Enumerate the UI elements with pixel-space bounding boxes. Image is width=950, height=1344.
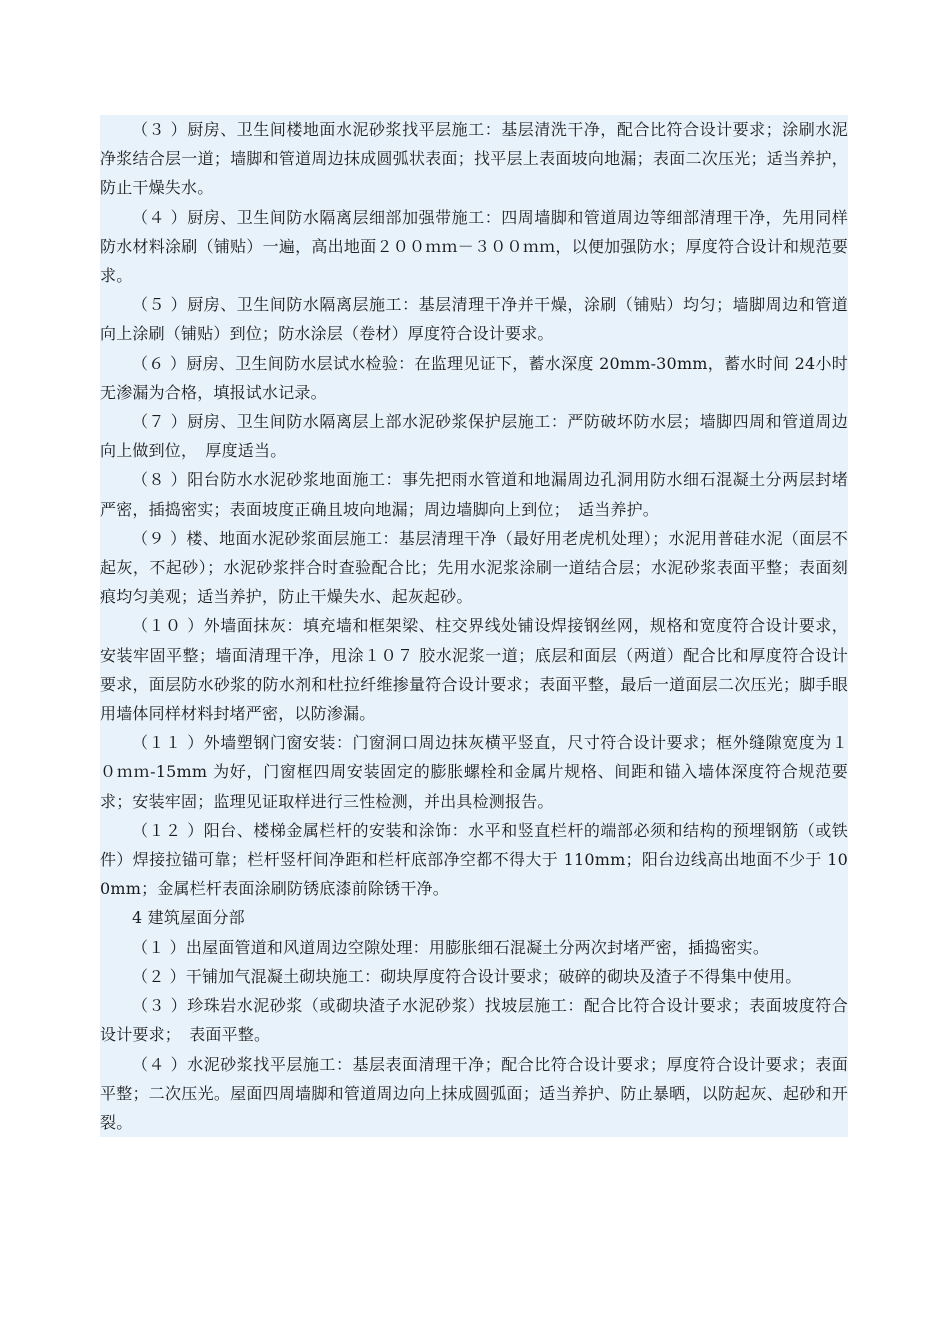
paragraph-railing: （１２ ）阳台、楼梯金属栏杆的安装和涂饰：水平和竖直栏杆的端部必须和结构的预埋钢筋（或铁件）焊接拉锚可靠；栏杆竖杆间净距和栏杆底部净空都不得大于 110mm；阳台边线高出地面不少于 100mm；金属栏杆表面涂刷防锈底漆前除锈干净。 — [100, 820, 848, 899]
paragraph-balcony-floor: （８ ）阳台防水水泥砂浆地面施工：事先把雨水管道和地漏周边孔洞用防水细石混凝土分两层封堵严密，插捣密实；表面坡度正确且坡向地漏；周边墙脚向上到位； 适当养护。 — [100, 470, 848, 519]
paragraph-exterior-plaster: （１０ ）外墙面抹灰：填充墙和框架梁、柱交界线处铺设焊接钢丝网，规格和宽度符合设计要求，安装牢固平整；墙面清理干净，甩涂１０７ 胶水泥浆一道；底层和面层（两道）配合比和厚度符合设计要求，面层防水砂浆的防水剂和杜拉纤维掺量符合设计要求；表面平整，最后一道面层二次压光；脚手眼用墙体同样材料封堵严密，以防渗漏。 — [100, 616, 848, 724]
paragraph-waterproof-reinforcement: （４ ）厨房、卫生间防水隔离层细部加强带施工：四周墙脚和管道周边等细部清理干净，先用同样防水材料涂刷（铺贴）一遍，高出地面２００ｍｍ－３００ｍｍ，以便加强防水；厚度符合设计和规范要求。 — [100, 207, 848, 286]
paragraph-roof-screed: （４ ）水泥砂浆找平层施工：基层表面清理干净；配合比符合设计要求；厚度符合设计要求；表面平整；二次压光。屋面四周墙脚和管道周边向上抹成圆弧面；适当养护、防止暴晒，以防起灰、起砂和开裂。 — [100, 1054, 848, 1132]
paragraph-roof-pipes: （１ ）出屋面管道和风道周边空隙处理：用膨胀细石混凝土分两次封堵严密，插捣密实。 — [132, 937, 770, 957]
paragraph-floor-surface: （９ ）楼、地面水泥砂浆面层施工：基层清理干净（最好用老虎机处理）；水泥用普硅水泥（面层不起灰，不起砂）；水泥砂浆拌合时查验配合比；先用水泥浆涂刷一道结合层；水泥砂浆表面平整；表面刻痕均匀美观；适当养护，防止干燥失水、起灰起砂。 — [100, 528, 848, 607]
paragraph-kitchen-screed: （３ ）厨房、卫生间楼地面水泥砂浆找平层施工：基层清洗干净，配合比符合设计要求；涂刷水泥净浆结合层一道；墙脚和管道周边抹成圆弧状表面；找平层上表面坡向地漏；表面二次压光；适当养护，防止干燥失水。 — [100, 120, 848, 198]
section-heading-roof: 4 建筑屋面分部 — [132, 908, 245, 928]
paragraph-window-install: （１１ ）外墙塑钢门窗安装：门窗洞口周边抹灰横平竖直，尺寸符合设计要求；框外缝隙宽度为１０ｍｍ-15mm 为好，门窗框四周安装固定的膨胀螺栓和金属片规格、间距和锚入墙体深度符合规范要求；安装牢固；监理见证取样进行三性检测，并出具检测报告。 — [100, 733, 848, 811]
paragraph-aerated-blocks: （２ ）干铺加气混凝土砌块施工：砌块厚度符合设计要求；破碎的砌块及渣子不得集中使用。 — [132, 966, 802, 986]
paragraph-waterproof-layer: （５ ）厨房、卫生间防水隔离层施工：基层清理干净并干燥，涂刷（铺贴）均匀；墙脚周边和管道向上涂刷（铺贴）到位；防水涂层（卷材）厚度符合设计要求。 — [100, 295, 848, 344]
paragraph-slope-layer: （３ ）珍珠岩水泥砂浆（或砌块渣子水泥砂浆）找坡层施工：配合比符合设计要求；表面坡度符合设计要求； 表面平整。 — [100, 996, 848, 1045]
paragraph-water-test: （６ ）厨房、卫生间防水层试水检验：在监理见证下，蓄水深度 20mm-30mm，蓄水时间 24小时无渗漏为合格，填报试水记录。 — [100, 353, 848, 402]
paragraph-protective-layer: （７ ）厨房、卫生间防水隔离层上部水泥砂浆保护层施工：严防破坏防水层；墙脚四周和管道周边向上做到位， 厚度适当。 — [100, 412, 848, 461]
document-body — [100, 115, 848, 1137]
